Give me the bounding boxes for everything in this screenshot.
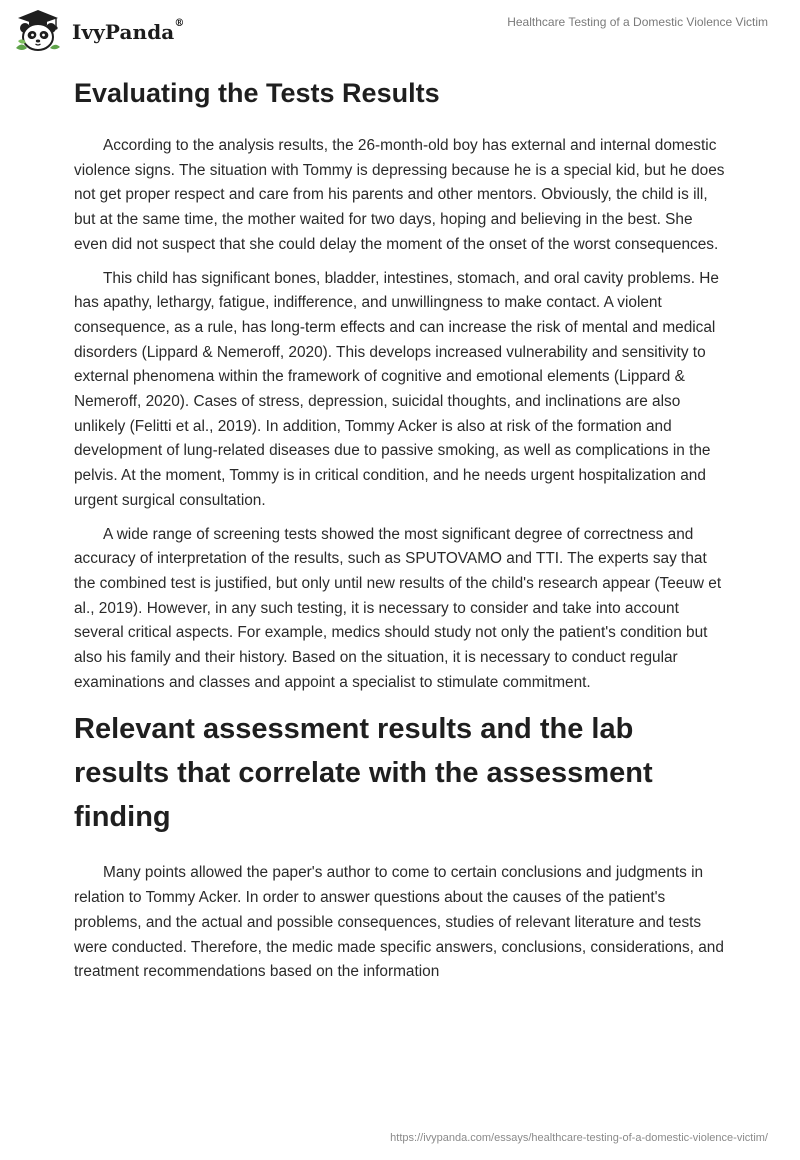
panda-graduate-icon: [12, 8, 64, 54]
section-heading: Relevant assessment results and the lab results that correlate with the assessment finding: [74, 713, 653, 834]
section-heading: Evaluating the Tests Results: [74, 78, 440, 108]
document-title: Healthcare Testing of a Domestic Violence Victim: [507, 15, 768, 29]
paragraph: A wide range of screening tests showed the most significant degree of correctness and accuracy of interpretation of the results, such as SPUTOVAMO and TTI. The experts say that the combined test is justified, but only until new results of the child's research appear (Teeuw et al., 2019). However, in any such testing, it is necessary to consider and take into account several critical aspects. For example, medics should study not only the patient's condition but also his family and their history. Based on the situation, it is necessary to conduct regular examinations and classes and appoint a specialist to stimulate commitment.: [74, 525, 722, 691]
paragraph: Many points allowed the paper's author to come to certain conclusions and judgments in relation to Tommy Acker. In order to answer questions about the causes of the patient's problems, and the actual and possible consequences, studies of relevant literature and tests were conducted. Therefore, the medic made specific answers, conclusions, considerations, and treatment recommendations based on the information: [74, 864, 724, 981]
paragraph: This child has significant bones, bladder, intestines, stomach, and oral cavity problems. He has apathy, lethargy, fatigue, indifference, and unwillingness to make contact. A violent consequence, as a rule, has long-term effects and can increase the risk of mental and medical disorders (Lippard & Nemeroff, 2020). This develops increased vulnerability and sensitivity to external phenomena within the framework of cognitive and emotional elements (Lippard & Nemeroff, 2020). Cases of stress, depression, suicidal thoughts, and inclinations are also unlikely (Felitti et al., 2019). In addition, Tommy Acker is also at risk of the formation and development of lung-related diseases due to passive smoking, as well as complications in the pelvis. At the moment, Tommy is in critical condition, and he needs urgent hospitalization and urgent surgical consultation.: [74, 269, 719, 509]
ivypanda-logo[interactable]: [12, 8, 184, 54]
essay-content: [74, 70, 730, 994]
page-header: [0, 0, 800, 62]
source-url[interactable]: https://ivypanda.com/essays/healthcare-testing-of-a-domestic-violence-victim/: [390, 1132, 768, 1144]
paragraph: According to the analysis results, the 26-month-old boy has external and internal domestic violence signs. The situation with Tommy is depressing because he is a special kid, but he does not get proper respect and care from his parents and other mentors. Obviously, the child is ill, but at the same time, the mother waited for two days, hoping and believing in the best. She even did not suspect that she could delay the moment of the onset of the worst consequences.: [74, 137, 725, 253]
logo-wordmark: IvyPanda®: [72, 18, 185, 44]
